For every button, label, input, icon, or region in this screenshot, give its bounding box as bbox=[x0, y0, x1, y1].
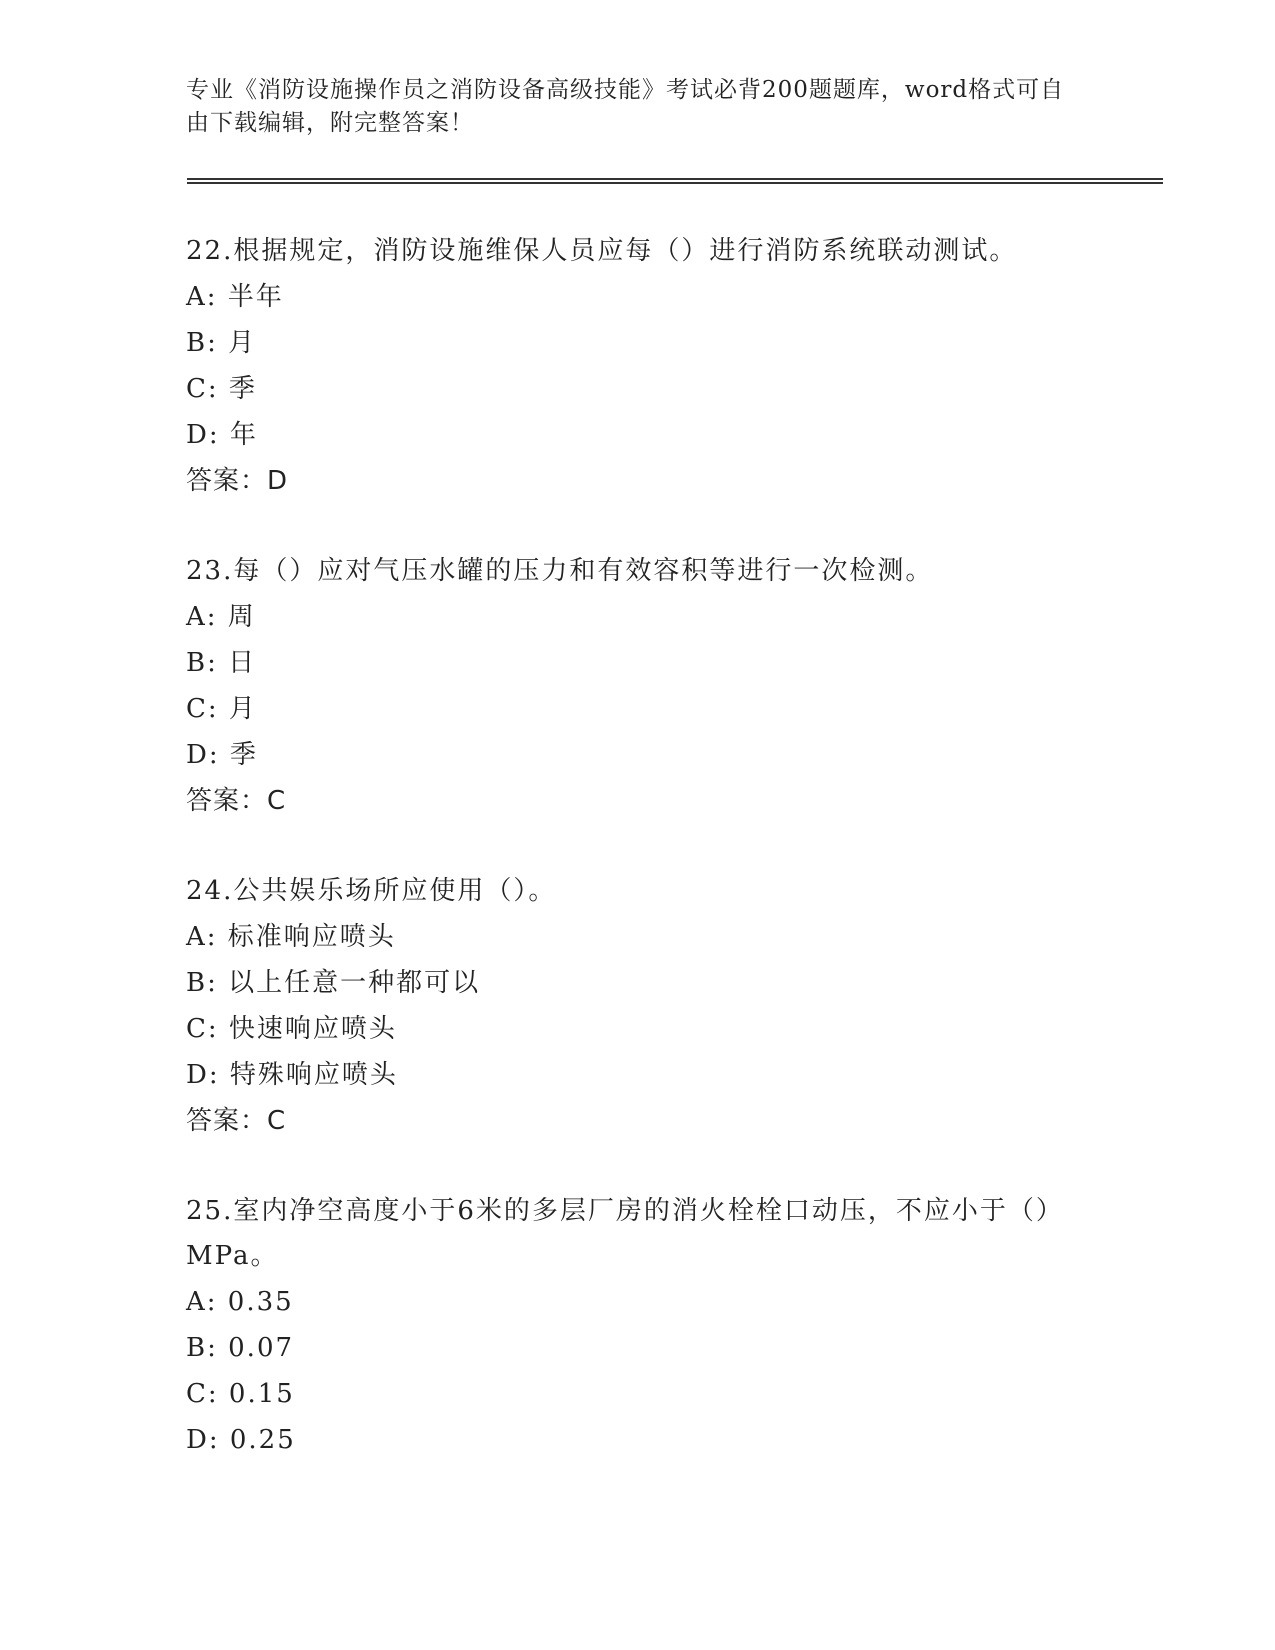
answer-line: 答案：C bbox=[186, 786, 287, 816]
question-stem: 23.每（）应对气压水罐的压力和有效容积等进行一次检测。 bbox=[186, 556, 934, 586]
header-double-rule bbox=[187, 178, 1163, 184]
document-header: 专业《消防设施操作员之消防设备高级技能》考试必背200题题库，word格式可自由下载编辑，附完整答案！ bbox=[186, 77, 1065, 136]
question-24 bbox=[186, 869, 1086, 1144]
option-d: D: 季 bbox=[186, 740, 258, 770]
question-stem: 25.室内净空高度小于6米的多层厂房的消火栓栓口动压，不应小于（）MPa。 bbox=[186, 1196, 1064, 1271]
option-a: A: 半年 bbox=[186, 282, 284, 312]
option-d: D: 年 bbox=[186, 420, 258, 450]
question-22 bbox=[186, 229, 1086, 504]
question-stem: 24.公共娱乐场所应使用（）。 bbox=[186, 876, 557, 906]
option-b: B: 月 bbox=[186, 328, 257, 358]
option-d: D: 特殊响应喷头 bbox=[186, 1060, 398, 1090]
question-25 bbox=[186, 1189, 1086, 1463]
question-23 bbox=[186, 549, 1086, 824]
option-a: A: 标准响应喷头 bbox=[186, 922, 396, 952]
option-b: B: 0.07 bbox=[186, 1333, 295, 1363]
option-d: D: 0.25 bbox=[186, 1425, 296, 1455]
question-stem: 22.根据规定，消防设施维保人员应每（）进行消防系统联动测试。 bbox=[186, 236, 1018, 266]
option-a: A: 0.35 bbox=[186, 1287, 294, 1317]
option-c: C: 季 bbox=[186, 374, 257, 404]
option-a: A: 周 bbox=[186, 602, 256, 632]
option-b: B: 以上任意一种都可以 bbox=[186, 968, 481, 998]
answer-line: 答案：C bbox=[186, 1106, 287, 1136]
option-c: C: 快速响应喷头 bbox=[186, 1014, 397, 1044]
option-c: C: 0.15 bbox=[186, 1379, 295, 1409]
answer-line: 答案：D bbox=[186, 466, 289, 496]
option-c: C: 月 bbox=[186, 694, 257, 724]
option-b: B: 日 bbox=[186, 648, 257, 678]
